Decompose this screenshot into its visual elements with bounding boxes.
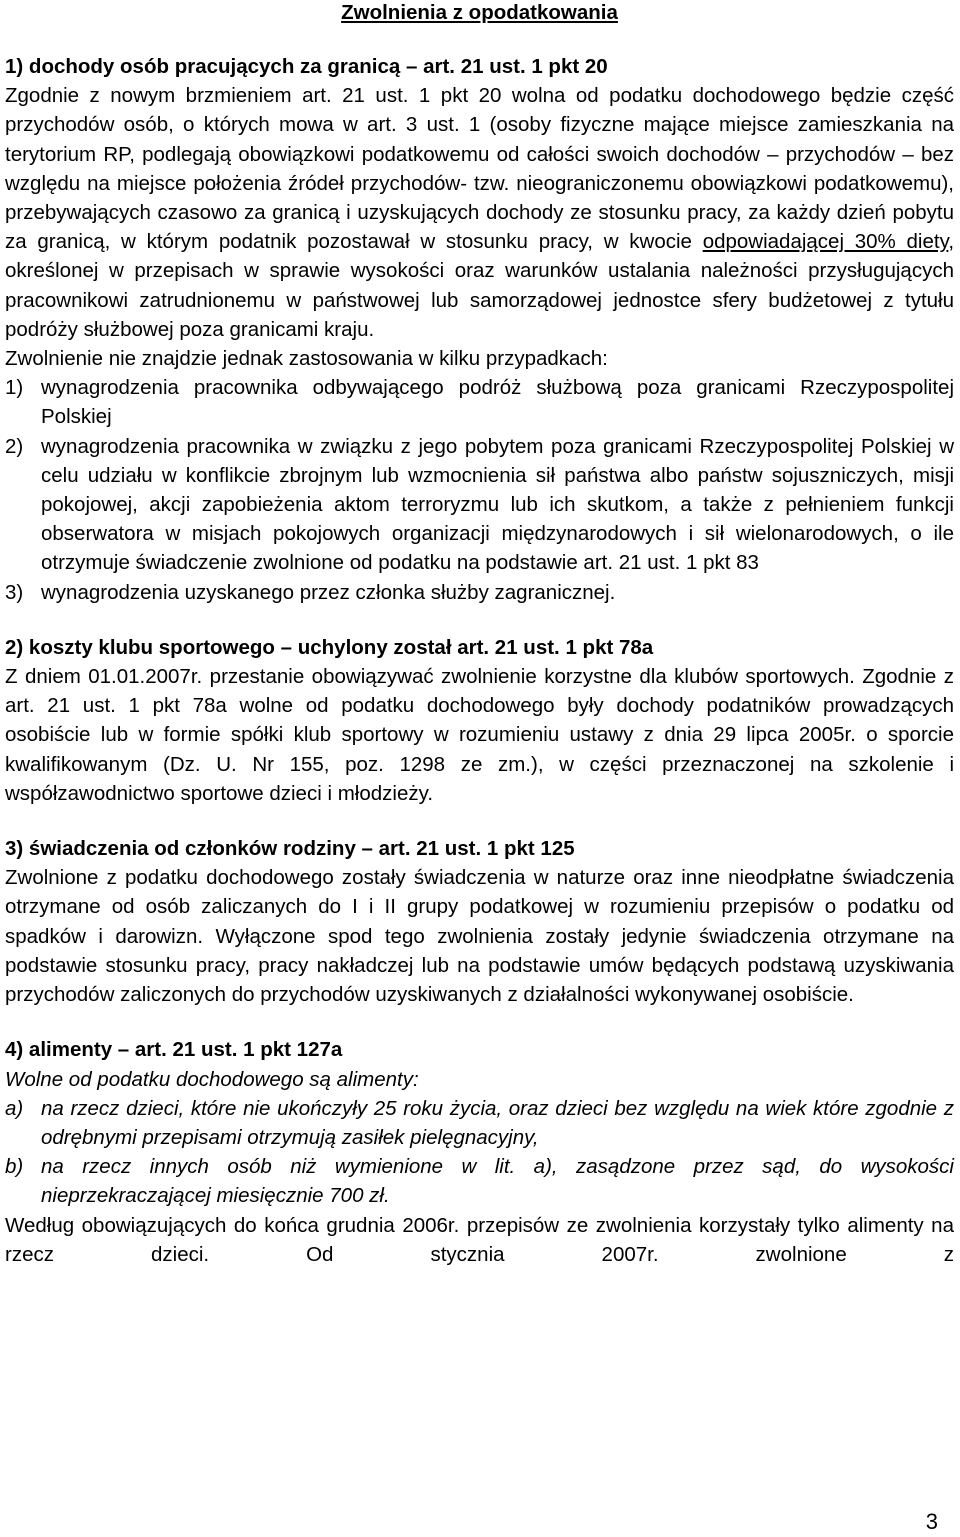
list-item-text: wynagrodzenia pracownika odbywającego podróż służbową poza granicami Rzeczypospolitej Polskiej — [41, 376, 954, 429]
section-4-list — [5, 1094, 954, 1211]
list-item-text: na rzecz innych osób niż wymienione w lit. a), zasądzone przez sąd, do wysokości nieprzekraczającej miesięcznie 700 zł. — [41, 1155, 954, 1208]
section-4 — [5, 1035, 954, 1269]
section-1-heading: 1) dochody osób pracujących za granicą – art. 21 ust. 1 pkt 20 — [5, 55, 608, 78]
section-2 — [5, 633, 954, 808]
section-1-underlined-text: odpowiadającej 30% diety — [702, 230, 949, 254]
page-number: 3 — [925, 1509, 938, 1534]
list-item-number: 3) — [5, 580, 24, 604]
section-3 — [5, 834, 954, 1009]
list-item-number: 1) — [5, 376, 24, 400]
section-1-text-b: , określonej w przepisach w sprawie wysokości oraz warunków ustalania należności przysługujących pracownikowi zatrudnionemu w państwowej lub samorządowej jednostce sfery budżetowej z tytułu podróży służbowej poza granicami kraju. — [5, 230, 955, 341]
section-4-paragraph: Według obowiązujących do końca grudnia 2006r. przepisów ze zwolnienia korzystały tylko alimenty na rzecz dzieci. Od stycznia 2007r. zwolnione z — [5, 1213, 954, 1266]
list-item — [5, 373, 954, 431]
section-3-paragraph: Zwolnione z podatku dochodowego zostały świadczenia w naturze oraz inne nieodpłatne świadczenia otrzymane od osób zaliczanych do I i II grupy podatkowej w rozumieniu przepisów o podatku od spadków i darowizn. Wyłączone spod tego zwolnienia zostały jedynie świadczenia otrzymane na podstawie stosunku pracy, pracy nakładczej lub na podstawie umów będących podstawą uzyskiwania przychodów zaliczonych do przychodów uzyskiwanych z działalności wykonywanej osobiście. — [5, 866, 954, 1007]
section-1-list — [5, 373, 954, 607]
list-item-letter: b) — [5, 1155, 24, 1179]
list-item — [5, 578, 954, 607]
list-item-text: wynagrodzenia uzyskanego przez członka służby zagranicznej. — [41, 580, 616, 604]
list-item — [5, 1152, 954, 1210]
list-item-letter: a) — [5, 1096, 24, 1120]
section-1-text-a: Zgodnie z nowym brzmieniem art. 21 ust. 1 pkt 20 wolna od podatku dochodowego będzie część przychodów osób, o których mowa w art. 3 ust. 1 (osoby fizyczne mające miejsce zamieszkania na terytorium RP, podlegają obowiązkowi podatkowemu od całości swoich dochodów – przychodów – bez względu na miejsce położenia źródeł przychodów- tzw. nieograniczonemu obowiązkowi podatkowemu), przebywających czasowo za granicą i uzyskujących dochody ze stosunku pracy, za każdy dzień pobytu za granicą, w którym podatnik pozostawał w stosunku pracy, w kwocie — [5, 84, 954, 254]
section-1-paragraph — [5, 81, 954, 344]
section-2-paragraph: Z dniem 01.01.2007r. przestanie obowiązywać zwolnienie korzystne dla klubów sportowych. Zgodnie z art. 21 ust. 1 pkt 78a wolne od podatku dochodowego były dochody podatników prowadzących osobiście lub w formie spółki klub sportowy w rozumieniu ustawy z dnia 29 lipca 2005r. o sporcie kwalifikowanym (Dz. U. Nr 155, poz. 1298 ze zm.), w części przeznaczonej na szkolenie i współzawodnictwo sportowe dzieci i młodzieży. — [5, 665, 954, 805]
list-item-number: 2) — [5, 434, 24, 458]
list-item-text: na rzecz dzieci, które nie ukończyły 25 roku życia, oraz dzieci bez względu na wiek które zgodnie z odrębnymi przepisami otrzymują zasiłek pielęgnacyjny, — [41, 1096, 954, 1149]
section-4-heading: 4) alimenty – art. 21 ust. 1 pkt 127a — [5, 1038, 343, 1062]
section-1 — [5, 52, 954, 607]
section-3-heading: 3) świadczenia od członków rodziny – art. 21 ust. 1 pkt 125 — [5, 837, 575, 861]
list-item — [5, 1094, 954, 1152]
section-4-intro: Wolne od podatku dochodowego są alimenty: — [5, 1067, 419, 1091]
list-item — [5, 432, 954, 578]
page-title: Zwolnienia z opodatkowania — [341, 1, 618, 24]
section-1-intro: Zwolnienie nie znajdzie jednak zastosowania w kilku przypadkach: — [5, 347, 608, 371]
list-item-text: wynagrodzenia pracownika w związku z jego pobytem poza granicami Rzeczypospolitej Polskiej w celu udziału w konflikcie zbrojnym lub wzmocnienia sił państwa albo państw sojuszniczych, misji pokojowej, akcji zapobieżenia aktom terroryzmu lub ich skutkom, a także z pełnieniem funkcji obserwatora w misjach pokojowych organizacji międzynarodowych i sił wielonarodowych, o ile otrzymuje świadczenie zwolnione od podatku na podstawie art. 21 ust. 1 pkt 83 — [41, 434, 954, 575]
section-2-heading: 2) koszty klubu sportowego – uchylony został art. 21 ust. 1 pkt 78a — [5, 635, 654, 659]
